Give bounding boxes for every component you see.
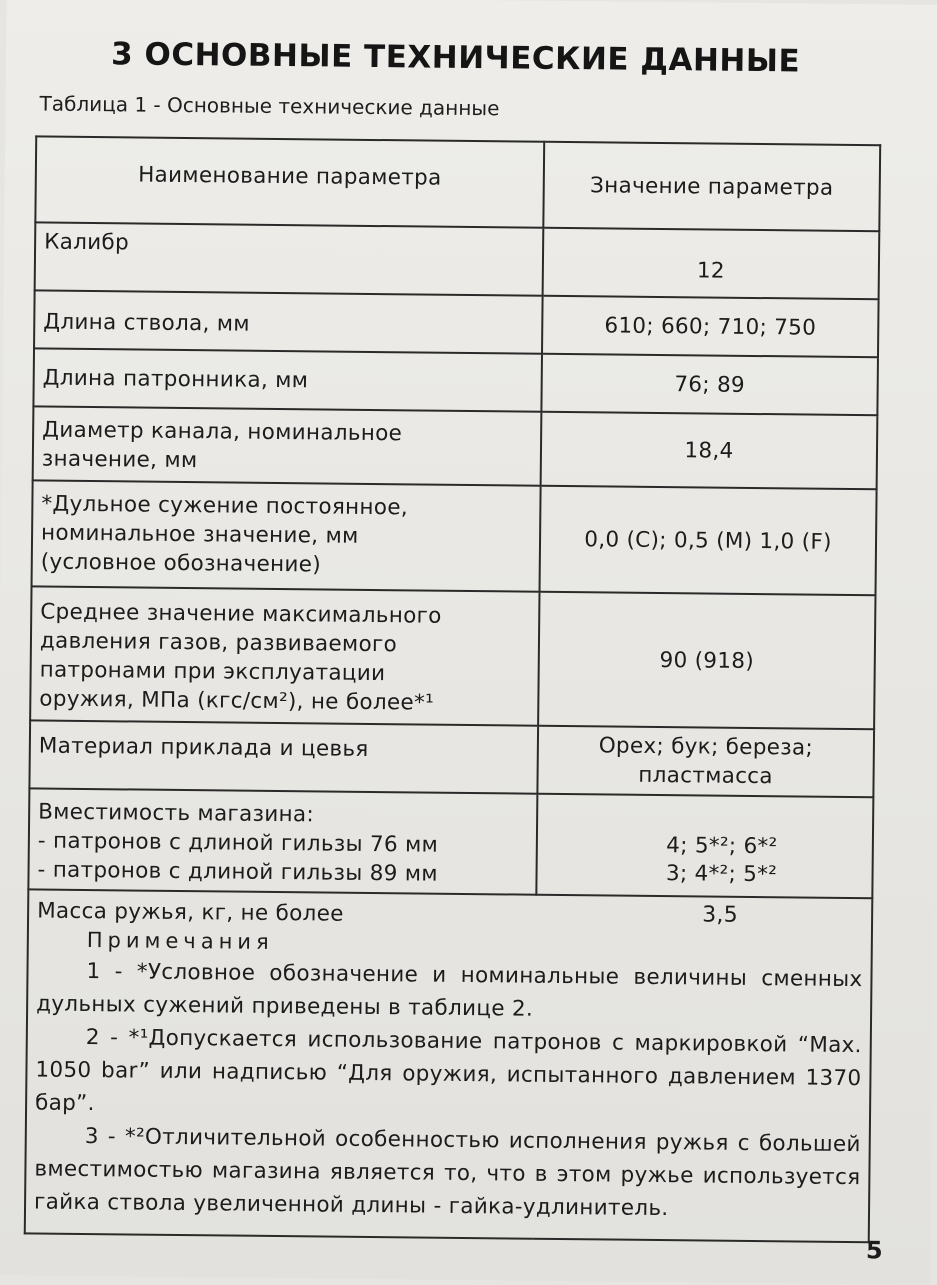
spec-table xyxy=(24,135,881,1243)
row-name: Диаметр канала, номинальное значение, мм xyxy=(33,406,542,485)
row-name: *Дульное сужение постоянное, номинальное значение, мм (условное обозначение) xyxy=(32,480,541,591)
table-row xyxy=(33,348,878,415)
mass-name: Масса ружья, кг, не более xyxy=(37,898,344,927)
table-row xyxy=(30,586,875,729)
header-value: Значение параметра xyxy=(543,142,880,232)
row-value: 0,0 (С); 0,5 (М) 1,0 (F) xyxy=(540,486,877,596)
table-row xyxy=(29,720,874,797)
table-row xyxy=(34,290,879,357)
notes-cell xyxy=(25,889,873,1242)
notes-row xyxy=(25,889,873,1242)
row-name: Среднее значение максимального давления газов, развиваемого патронами при эксплуатации оружия, МПа (кгс/см²), не более*¹ xyxy=(30,586,539,725)
table-row xyxy=(32,480,877,595)
row-name: Длина патронника, мм xyxy=(33,348,542,411)
table-row xyxy=(28,788,873,898)
header-name: Наименование параметра xyxy=(35,136,544,227)
note-item: 2 - *¹Допускается использование патронов с маркировкой “Max. 1050 bar” или надписью “Для оружия, испытанного давлением 1370 бар”. xyxy=(34,1025,862,1117)
row-name: Калибр xyxy=(35,222,544,295)
note-item: 3 - *²Отличительной особенностью исполнения ружья с большей вместимостью магазина является то, что в этом ружье используется гайка ствола увеличенной длины - гайка-удлинитель. xyxy=(33,1124,861,1222)
table-caption: Таблица 1 - Основные технические данные xyxy=(39,91,500,121)
table-row xyxy=(33,406,878,489)
section-heading: 3 ОСНОВНЫЕ ТЕХНИЧЕСКИЕ ДАННЫЕ xyxy=(110,36,801,80)
table-header-row xyxy=(35,136,880,231)
table-row xyxy=(35,222,880,299)
row-value: 76; 89 xyxy=(541,354,878,416)
row-value: 4; 5*²; 6*² 3; 4*²; 5*² xyxy=(536,794,873,899)
note-item: 1 - *Условное обозначение и номинальные величины сменных дульных сужений приведены в таблице 2. xyxy=(36,959,863,1022)
notes-title: Примечания xyxy=(86,928,274,954)
row-name: Вместимость магазина: - патронов с длиной гильзы 76 мм - патронов с длиной гильзы 89 мм xyxy=(28,788,537,894)
page-number: 5 xyxy=(865,1236,883,1265)
row-value: Орех; бук; береза; пластмасса xyxy=(537,726,874,798)
row-name: Материал приклада и цевья xyxy=(29,720,538,793)
row-value: 12 xyxy=(543,228,880,300)
row-value: 18,4 xyxy=(541,412,878,490)
row-value: 610; 660; 710; 750 xyxy=(542,296,879,358)
row-name: Длина ствола, мм xyxy=(34,290,543,353)
row-value: 90 (918) xyxy=(538,592,875,730)
mass-value: 3,5 xyxy=(702,902,739,928)
